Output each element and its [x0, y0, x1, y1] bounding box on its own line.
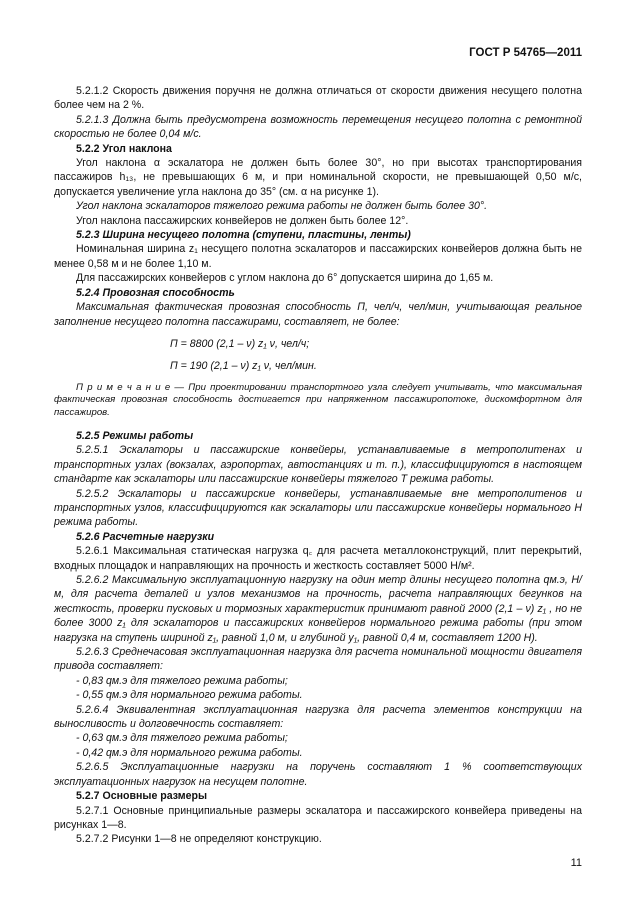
paragraph: Угол наклона α эскалатора не должен быть более 30°, но при высотах транспортирования пассажиров h₁₃, не превышающих 6 м, и при номинальной скорости, не превышающей 0,50 м/с, допускается увеличение угла наклона до 35° (см. α на рисунке 1).	[54, 157, 582, 198]
paragraph: 5.2.7.1 Основные принципиальные размеры эскалатора и пассажирского конвейера приведены на рисунках 1—8.	[54, 804, 582, 831]
paragraph: 5.2.6.3 Среднечасовая эксплуатационная нагрузка для расчета номинальной мощности двигателя привода составляет:	[54, 646, 582, 673]
paragraph: 5.2.6.1 Максимальная статическая нагрузка q꜀ для расчета металлоконструкций, плит перекрытий, входных площадок и направляющих на прочность и жесткость составляет 5000 Н/м².	[54, 545, 582, 572]
section-heading: 5.2.5 Режимы работы	[76, 429, 194, 442]
paragraph: 5.2.5.2 Эскалаторы и пассажирские конвейеры, устанавливаемые вне метрополитенов и транспортных узлов, классифицируются как эскалаторы или пассажирские конвейеры нормального Н режима работы.	[54, 487, 582, 529]
document-header: ГОСТ Р 54765—2011	[469, 47, 582, 59]
section-heading: 5.2.3 Ширина несущего полотна (ступени, пластины, ленты)	[76, 229, 411, 242]
section-heading: 5.2.6 Расчетные нагрузки	[76, 530, 215, 543]
document-body	[54, 84, 582, 847]
section-heading: 5.2.2 Угол наклона	[76, 142, 172, 155]
paragraph: Угол наклона эскалаторов тяжелого режима работы не должен быть более 30°.	[76, 200, 488, 213]
paragraph: Номинальная ширина z₁ несущего полотна эскалаторов и пассажирских конвейеров должна быть не менее 0,58 м и не более 1,10 м.	[54, 243, 582, 270]
list-item: - 0,63 qм.э для тяжелого режима работы;	[76, 732, 288, 745]
paragraph: 5.2.1.2 Скорость движения поручня не должна отличаться от скорости движения несущего полотна более чем на 2 %.	[54, 85, 582, 112]
paragraph: 5.2.6.2 Максимальную эксплуатационную нагрузку на один метр длины несущего полотна qм.э, Н/м, для расчета деталей и узлов механизмов на прочность, расчета направляющих бегунков на жесткость, проверки пусковых и тормозных характеристик принимают равной 2000 (2,1 – ν) z₁ , но не более 3000 z₁ для эскалаторов и пассажирских конвейеров нормального режима работы (при этом нагрузка на ступень шириной z₁, равной 1,0 м, и глубиной y₁, равной 0,4 м, составляет 1200 Н).	[54, 574, 582, 644]
paragraph: Угол наклона пассажирских конвейеров не должен быть более 12°.	[76, 214, 409, 227]
formula: П = 190 (2,1 – ν) z₁ ν, чел/мин.	[170, 360, 317, 373]
paragraph: 5.2.7.2 Рисунки 1—8 не определяют конструкцию.	[76, 833, 322, 846]
section-heading: 5.2.4 Провозная способность	[76, 286, 235, 299]
note: П р и м е ч а н и е — При проектировании транспортного узла следует учитывать, что максимальная фактическая провозная способность достигается при напряженном пассажиропотоке, дискомфортном для пассажиров.	[54, 381, 582, 418]
paragraph: 5.2.6.5 Эксплуатационные нагрузки на поручень составляют 1 % соответствующих эксплуатационных нагрузок на несущем полотне.	[54, 761, 582, 788]
formula: П = 8800 (2,1 – ν) z₁ ν, чел/ч;	[170, 337, 310, 350]
section-heading: 5.2.7 Основные размеры	[76, 790, 208, 803]
paragraph: 5.2.6.4 Эквивалентная эксплуатационная нагрузка для расчета элементов конструкции на выносливость и долговечность составляет:	[54, 703, 582, 731]
paragraph: Для пассажирских конвейеров с углом наклона до 6° допускается ширина до 1,65 м.	[76, 272, 494, 285]
paragraph: Максимальная фактическая провозная способность П, чел/ч, чел/мин, учитывающая реальное заполнение несущего полотна пассажирами, составляет, не более:	[54, 301, 582, 328]
paragraph: 5.2.5.1 Эскалаторы и пассажирские конвейеры, устанавливаемые в метрополитенах и транспортных узлах (вокзалах, аэропортах, автостанциях и т. п.), классифицируются в настоящем стандарте как эскалаторы или пассажирские конвейеры тяжелого Т режима работы.	[54, 444, 582, 486]
list-item: - 0,83 qм.э для тяжелого режима работы;	[76, 674, 288, 687]
page-number: 11	[570, 857, 582, 869]
list-item: - 0,42 qм.э для нормального режима работы.	[76, 746, 303, 759]
paragraph: 5.2.1.3 Должна быть предусмотрена возможность перемещения несущего полотна с ремонтной скоростью не более 0,04 м/с.	[54, 113, 582, 141]
list-item: - 0,55 qм.э для нормального режима работы.	[76, 689, 303, 702]
